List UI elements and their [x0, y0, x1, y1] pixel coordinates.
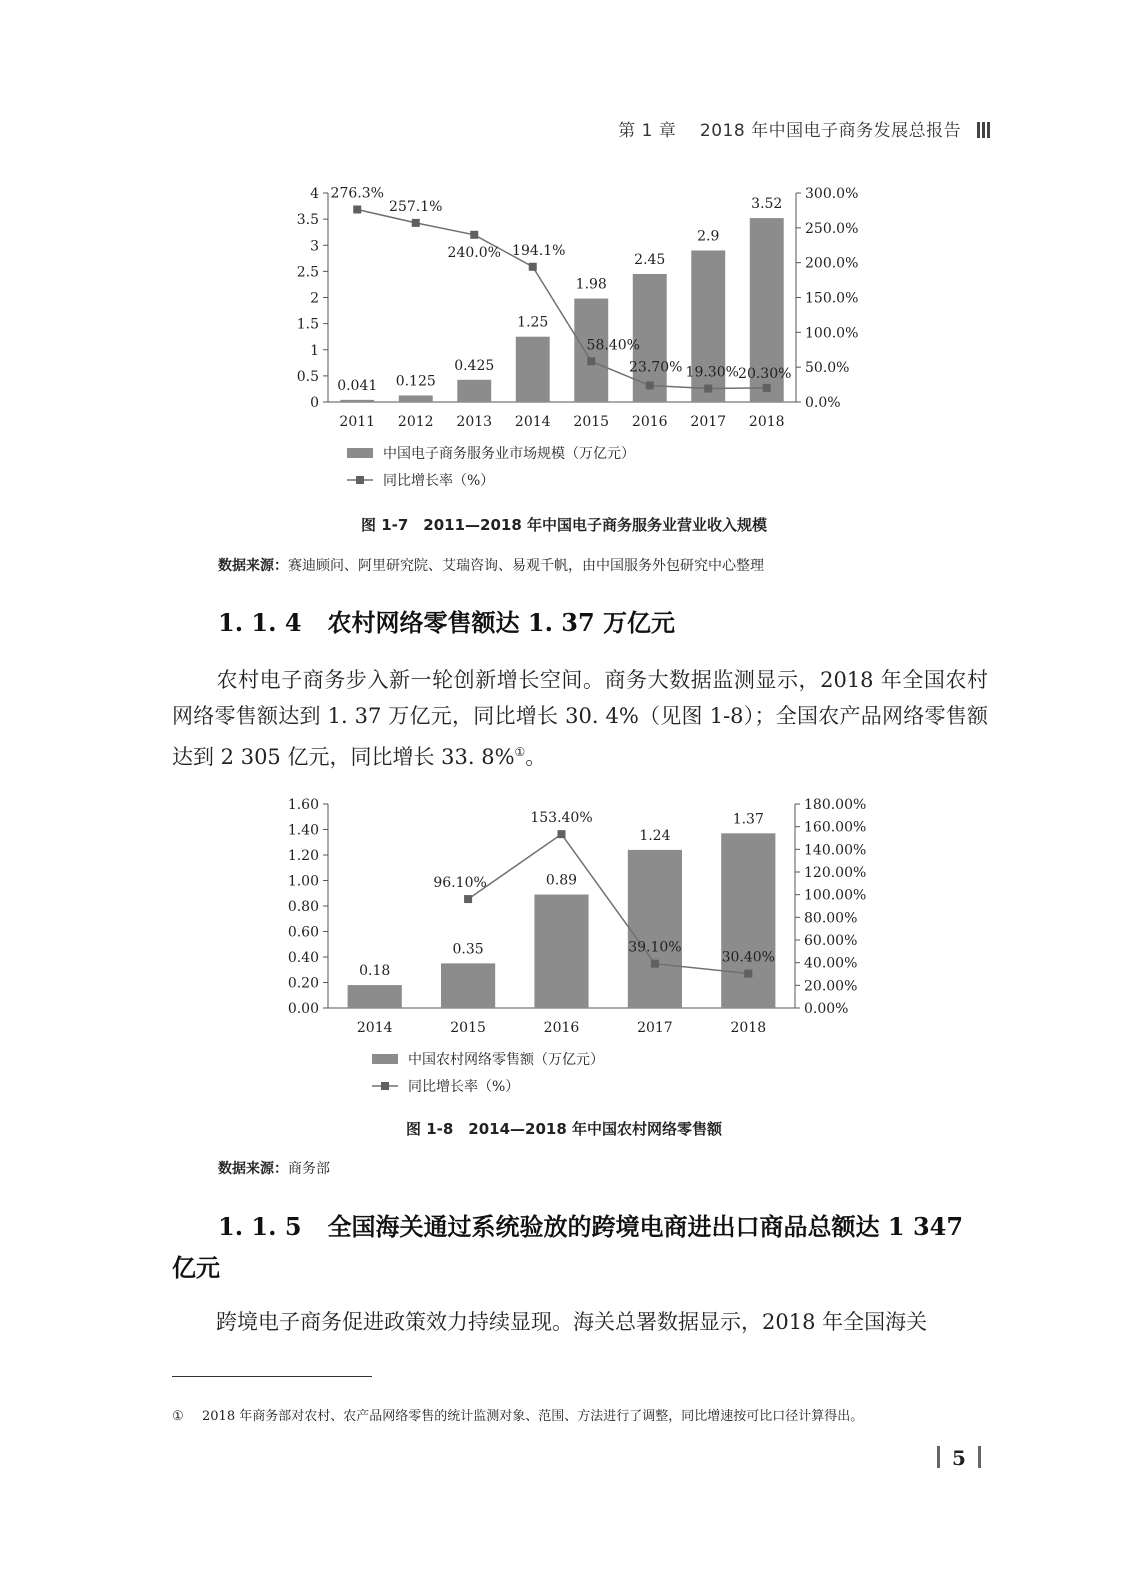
figure-caption-1-7: 图 1-7 2011—2018 年中国电子商务服务业营业收入规模 [360, 516, 768, 534]
x-tick-label: 2014 [514, 414, 551, 430]
x-tick-label: 2016 [543, 1020, 580, 1036]
left-tick-label: 1 [310, 342, 319, 359]
bar [399, 395, 433, 402]
right-tick-label: 50.0% [805, 360, 850, 377]
x-tick-label: 2011 [339, 414, 376, 430]
right-tick-label: 250.0% [805, 220, 859, 237]
left-tick-label: 0.80 [287, 899, 319, 915]
source-text: 商务部 [288, 1161, 330, 1177]
x-tick-label: 2015 [573, 414, 610, 430]
x-tick-label: 2016 [631, 414, 668, 430]
growth-marker [704, 385, 712, 393]
bar-label: 0.425 [454, 357, 495, 374]
left-tick-label: 0.5 [296, 368, 319, 385]
growth-label: 96.10% [433, 875, 487, 892]
x-tick-label: 2018 [748, 414, 785, 430]
x-tick-label: 2017 [690, 414, 727, 430]
growth-label: 23.70% [629, 359, 683, 376]
right-tick-label: 40.00% [804, 955, 858, 972]
right-tick-label: 140.00% [804, 842, 867, 859]
bar [457, 380, 491, 402]
growth-marker [744, 970, 752, 978]
paragraph-cross-border [172, 1304, 988, 1340]
right-tick-label: 160.00% [804, 819, 867, 836]
legend-line-marker [381, 1082, 389, 1090]
legend-bar-label: 中国电子商务服务业市场规模（万亿元） [383, 446, 635, 462]
right-tick-label: 0.00% [804, 1001, 849, 1017]
right-tick-label: 100.0% [805, 325, 859, 342]
left-tick-label: 4 [310, 186, 319, 202]
paragraph-end: 。 [525, 745, 547, 769]
left-tick-label: 1.60 [287, 797, 319, 813]
section-number: 1. 1. 5 [218, 1212, 302, 1241]
right-tick-label: 150.0% [805, 290, 859, 307]
right-tick-label: 120.00% [804, 865, 867, 881]
figure-caption-1-8: 图 1-8 2014—2018 年中国农村网络零售额 [405, 1120, 723, 1138]
legend-line-marker [356, 476, 364, 484]
source-label: 数据来源： [218, 558, 288, 574]
footnote [172, 1405, 992, 1424]
source-text: 赛迪顾问、阿里研究院、艾瑞咨询、易观千帆，由中国服务外包研究中心整理 [288, 558, 764, 574]
right-tick-label: 60.00% [804, 933, 858, 949]
left-tick-label: 1.40 [287, 822, 319, 839]
growth-marker [464, 895, 472, 903]
growth-label: 20.30% [738, 365, 792, 382]
left-tick-label: 2.5 [296, 264, 319, 281]
bar [441, 963, 495, 1008]
growth-marker [651, 960, 659, 968]
bar-label: 2.9 [697, 228, 720, 245]
paragraph-text: 农村电子商务步入新一轮创新增长空间。商务大数据监测显示，2018 年全国农村网络零售额达到 1. 37 万亿元，同比增长 30. 4%（见图 1-8）；全国农产品网络零售额达到 2 305 亿元，同比增长 33. 8% [172, 668, 988, 769]
bar-label: 0.18 [359, 963, 391, 980]
x-tick-label: 2018 [730, 1020, 767, 1036]
bar-label: 1.24 [639, 827, 671, 844]
legend-line-label: 同比增长率（%） [383, 473, 495, 489]
bar [516, 337, 550, 402]
bar [340, 400, 374, 402]
bar-label: 1.25 [517, 314, 549, 331]
bar [534, 895, 588, 1008]
bar-label: 2.45 [634, 251, 666, 268]
growth-label: 153.40% [530, 810, 593, 827]
bar [348, 985, 402, 1008]
growth-marker [470, 231, 478, 239]
left-tick-label: 0.00 [287, 1001, 319, 1017]
source-label: 数据来源： [218, 1161, 288, 1177]
section-heading-1-1-5 [218, 1207, 963, 1242]
section-heading-1-1-5-line2: 亿元 [172, 1253, 220, 1282]
chart-ecommerce-service-revenue [0, 0, 1128, 510]
growth-marker [412, 219, 420, 227]
page-number [925, 1446, 993, 1470]
bar-label: 0.35 [452, 941, 484, 958]
figure-source-1-7 [218, 555, 764, 575]
footnote-text: 2018 年商务部对农村、农产品网络零售的统计监测对象、范围、方法进行了调整，同比增速按可比口径计算得出。 [202, 1409, 864, 1424]
left-tick-label: 0.20 [287, 975, 319, 992]
legend-line-label: 同比增长率（%） [408, 1079, 520, 1095]
right-tick-label: 20.00% [804, 978, 858, 995]
section-title-line1: 全国海关通过系统验放的跨境电商进出口商品总额达 1 347 [327, 1212, 964, 1241]
x-tick-label: 2014 [356, 1020, 393, 1036]
growth-label: 194.1% [512, 242, 566, 259]
paragraph-text: 跨境电子商务促进政策效力持续显现。海关总署数据显示，2018 年全国海关 [216, 1310, 928, 1334]
bar [721, 833, 775, 1008]
bar-label: 0.89 [545, 872, 578, 889]
growth-marker [353, 206, 361, 214]
left-tick-label: 1.00 [287, 873, 319, 890]
right-tick-label: 100.00% [804, 887, 867, 904]
legend-bar-swatch [347, 448, 373, 458]
paragraph-rural-ecommerce [172, 662, 988, 775]
x-tick-label: 2017 [637, 1020, 673, 1036]
figure-source-1-8 [218, 1158, 330, 1178]
bar-label: 1.37 [732, 811, 764, 828]
footnote-divider [172, 1376, 372, 1377]
x-tick-label: 2015 [450, 1020, 486, 1036]
bar-label: 0.125 [395, 373, 436, 390]
page-number-text: 5 [952, 1446, 966, 1470]
growth-label: 19.30% [685, 364, 739, 381]
growth-label: 39.10% [628, 939, 682, 956]
header-chapter: 第 1 章 [618, 121, 677, 141]
right-tick-label: 80.00% [804, 910, 858, 927]
legend-bar-label: 中国农村网络零售额（万亿元） [408, 1052, 604, 1068]
bar-label: 0.041 [337, 377, 378, 394]
left-tick-label: 0.60 [287, 924, 319, 941]
left-tick-label: 2 [310, 290, 319, 307]
bar-label: 1.98 [575, 276, 607, 293]
footnote-mark: ① [172, 1409, 184, 1424]
growth-label: 276.3% [330, 185, 384, 202]
x-tick-label: 2012 [397, 414, 434, 430]
left-tick-label: 1.5 [296, 316, 319, 333]
header-title: 2018 年中国电子商务发展总报告 [699, 121, 962, 141]
left-tick-label: 3.5 [296, 212, 319, 229]
growth-marker [529, 263, 537, 271]
left-tick-label: 0 [310, 395, 319, 411]
left-tick-label: 3 [310, 238, 319, 255]
growth-marker [558, 830, 566, 838]
growth-label: 257.1% [389, 198, 443, 215]
left-tick-label: 1.20 [287, 848, 319, 864]
legend-bar-swatch [372, 1054, 398, 1064]
left-tick-label: 0.40 [287, 950, 319, 966]
chart-rural-online-retail [0, 780, 1128, 1100]
right-tick-label: 200.0% [805, 255, 859, 272]
growth-marker [587, 357, 595, 365]
section-number: 1. 1. 4 [218, 608, 302, 637]
growth-label: 30.40% [721, 949, 775, 966]
growth-line [468, 834, 748, 973]
growth-marker [646, 381, 654, 389]
right-tick-label: 300.0% [805, 186, 859, 202]
bar [628, 850, 682, 1008]
section-heading-1-1-4 [218, 603, 675, 638]
section-title: 农村网络零售额达 1. 37 万亿元 [327, 608, 676, 637]
footnote-ref[interactable]: ① [514, 745, 526, 759]
growth-marker [763, 384, 771, 392]
bar-label: 3.52 [751, 196, 783, 213]
right-tick-label: 180.00% [804, 797, 867, 813]
x-tick-label: 2013 [456, 414, 493, 430]
growth-label: 240.0% [447, 244, 501, 261]
right-tick-label: 0.0% [805, 395, 841, 411]
growth-label: 58.40% [586, 337, 640, 354]
